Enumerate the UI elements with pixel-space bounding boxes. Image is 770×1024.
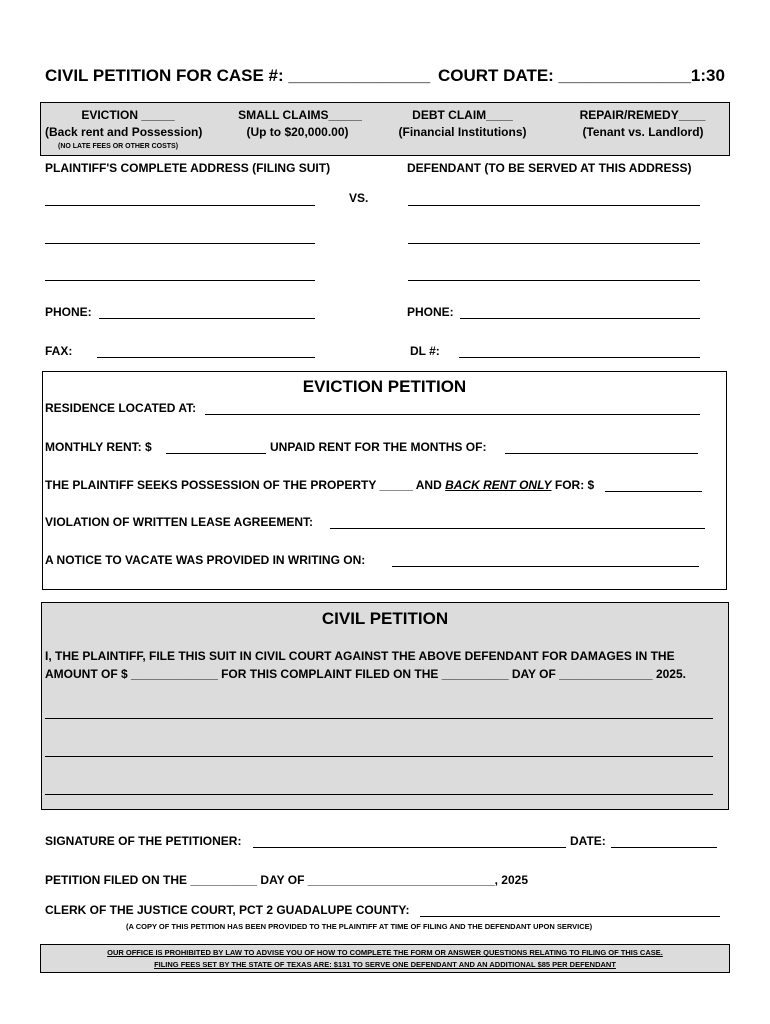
defendant-address-line-1[interactable] (408, 205, 700, 206)
plaintiff-address-line-1[interactable] (45, 205, 315, 206)
defendant-dl-field[interactable] (459, 357, 700, 358)
defendant-address-line-2[interactable] (408, 243, 700, 244)
civil-complaint-line-1[interactable] (45, 718, 713, 719)
civil-petition-box (41, 602, 729, 810)
eviction-option[interactable]: EVICTION _____ (81, 108, 175, 122)
defendant-heading: DEFENDANT (TO BE SERVED AT THIS ADDRESS) (407, 161, 692, 175)
plaintiff-fax-field[interactable] (97, 357, 315, 358)
court-date-label: COURT DATE: ______________1:30 (438, 66, 725, 85)
back-rent-only-emphasis: BACK RENT ONLY (445, 478, 552, 492)
plaintiff-address-line-2[interactable] (45, 243, 315, 244)
civil-complaint-line-2[interactable] (45, 756, 713, 757)
violation-label: VIOLATION OF WRITTEN LEASE AGREEMENT: (45, 515, 313, 529)
clerk-signature-field[interactable] (420, 916, 720, 917)
petitioner-signature-label: SIGNATURE OF THE PETITIONER: (45, 834, 242, 848)
notice-date-field[interactable] (392, 566, 699, 567)
petitioner-signature-field[interactable] (253, 847, 566, 848)
monthly-rent-label: MONTHLY RENT: $ (45, 440, 152, 454)
legal-notice-line-1: OUR OFFICE IS PROHIBITED BY LAW TO ADVISE YOU OF HOW TO COMPLETE THE FORM OR ANSWER QUESTIONS RELATING TO FILING OF THIS CASE. (107, 948, 663, 957)
debt-claim-option[interactable]: DEBT CLAIM____ (412, 108, 513, 122)
eviction-subtitle: (Back rent and Possession) (45, 125, 203, 139)
monthly-rent-field[interactable] (166, 453, 266, 454)
plaintiff-phone-label: PHONE: (45, 305, 92, 319)
defendant-phone-field[interactable] (460, 318, 700, 319)
unpaid-rent-field[interactable] (505, 453, 698, 454)
clerk-label: CLERK OF THE JUSTICE COURT, PCT 2 GUADALUPE COUNTY: (45, 903, 410, 917)
civil-complaint-line-3[interactable] (45, 794, 713, 795)
plaintiff-address-line-3[interactable] (45, 280, 315, 281)
plaintiff-phone-field[interactable] (99, 318, 315, 319)
small-claims-option[interactable]: SMALL CLAIMS_____ (238, 108, 362, 122)
unpaid-rent-label: UNPAID RENT FOR THE MONTHS OF: (270, 440, 487, 454)
legal-notice-line-2: FILING FEES SET BY THE STATE OF TEXAS ARE: $131 TO SERVE ONE DEFENDANT AND AN ADDITIONAL $85 PER DEFENDANT (154, 960, 616, 969)
defendant-phone-label: PHONE: (407, 305, 454, 319)
civil-petition-title: CIVIL PETITION (321, 609, 449, 628)
residence-field[interactable] (205, 414, 700, 415)
civil-petition-line-2: AMOUNT OF $ _____________ FOR THIS COMPLAINT FILED ON THE __________ DAY OF ______________ 2025. (45, 667, 686, 681)
copy-note: (A COPY OF THIS PETITION HAS BEEN PROVIDED TO THE PLAINTIFF AT TIME OF FILING AND THE DEFENDANT UPON SERVICE) (126, 922, 593, 931)
debt-claim-subtitle: (Financial Institutions) (398, 125, 527, 139)
civil-petition-line-1: I, THE PLAINTIFF, FILE THIS SUIT IN CIVIL COURT AGAINST THE ABOVE DEFENDANT FOR DAMAGES IN THE (45, 649, 675, 663)
signature-date-label: DATE: (570, 834, 606, 848)
plaintiff-fax-label: FAX: (45, 344, 73, 358)
signature-date-field[interactable] (611, 847, 717, 848)
notice-label: A NOTICE TO VACATE WAS PROVIDED IN WRITING ON: (45, 553, 366, 567)
petition-filed-statement: PETITION FILED ON THE __________ DAY OF ____________________________, 2025 (45, 873, 528, 887)
eviction-note: (NO LATE FEES OR OTHER COSTS) (58, 143, 179, 150)
eviction-petition-title: EVICTION PETITION (302, 377, 467, 396)
violation-field[interactable] (330, 528, 705, 529)
possession-statement: THE PLAINTIFF SEEKS POSSESSION OF THE PROPERTY _____ AND BACK RENT ONLY FOR: $ (45, 478, 595, 492)
small-claims-subtitle: (Up to $20,000.00) (246, 125, 349, 139)
case-number-label: CIVIL PETITION FOR CASE #: _______________ (45, 66, 431, 85)
vs-label: VS. (349, 191, 369, 205)
repair-remedy-option[interactable]: REPAIR/REMEDY____ (579, 108, 706, 122)
residence-label: RESIDENCE LOCATED AT: (45, 401, 197, 415)
plaintiff-heading: PLAINTIFF'S COMPLETE ADDRESS (FILING SUIT) (45, 161, 331, 175)
repair-remedy-subtitle: (Tenant vs. Landlord) (582, 125, 704, 139)
defendant-dl-label: DL #: (410, 344, 440, 358)
defendant-address-line-3[interactable] (408, 280, 700, 281)
back-rent-amount-field[interactable] (605, 491, 702, 492)
